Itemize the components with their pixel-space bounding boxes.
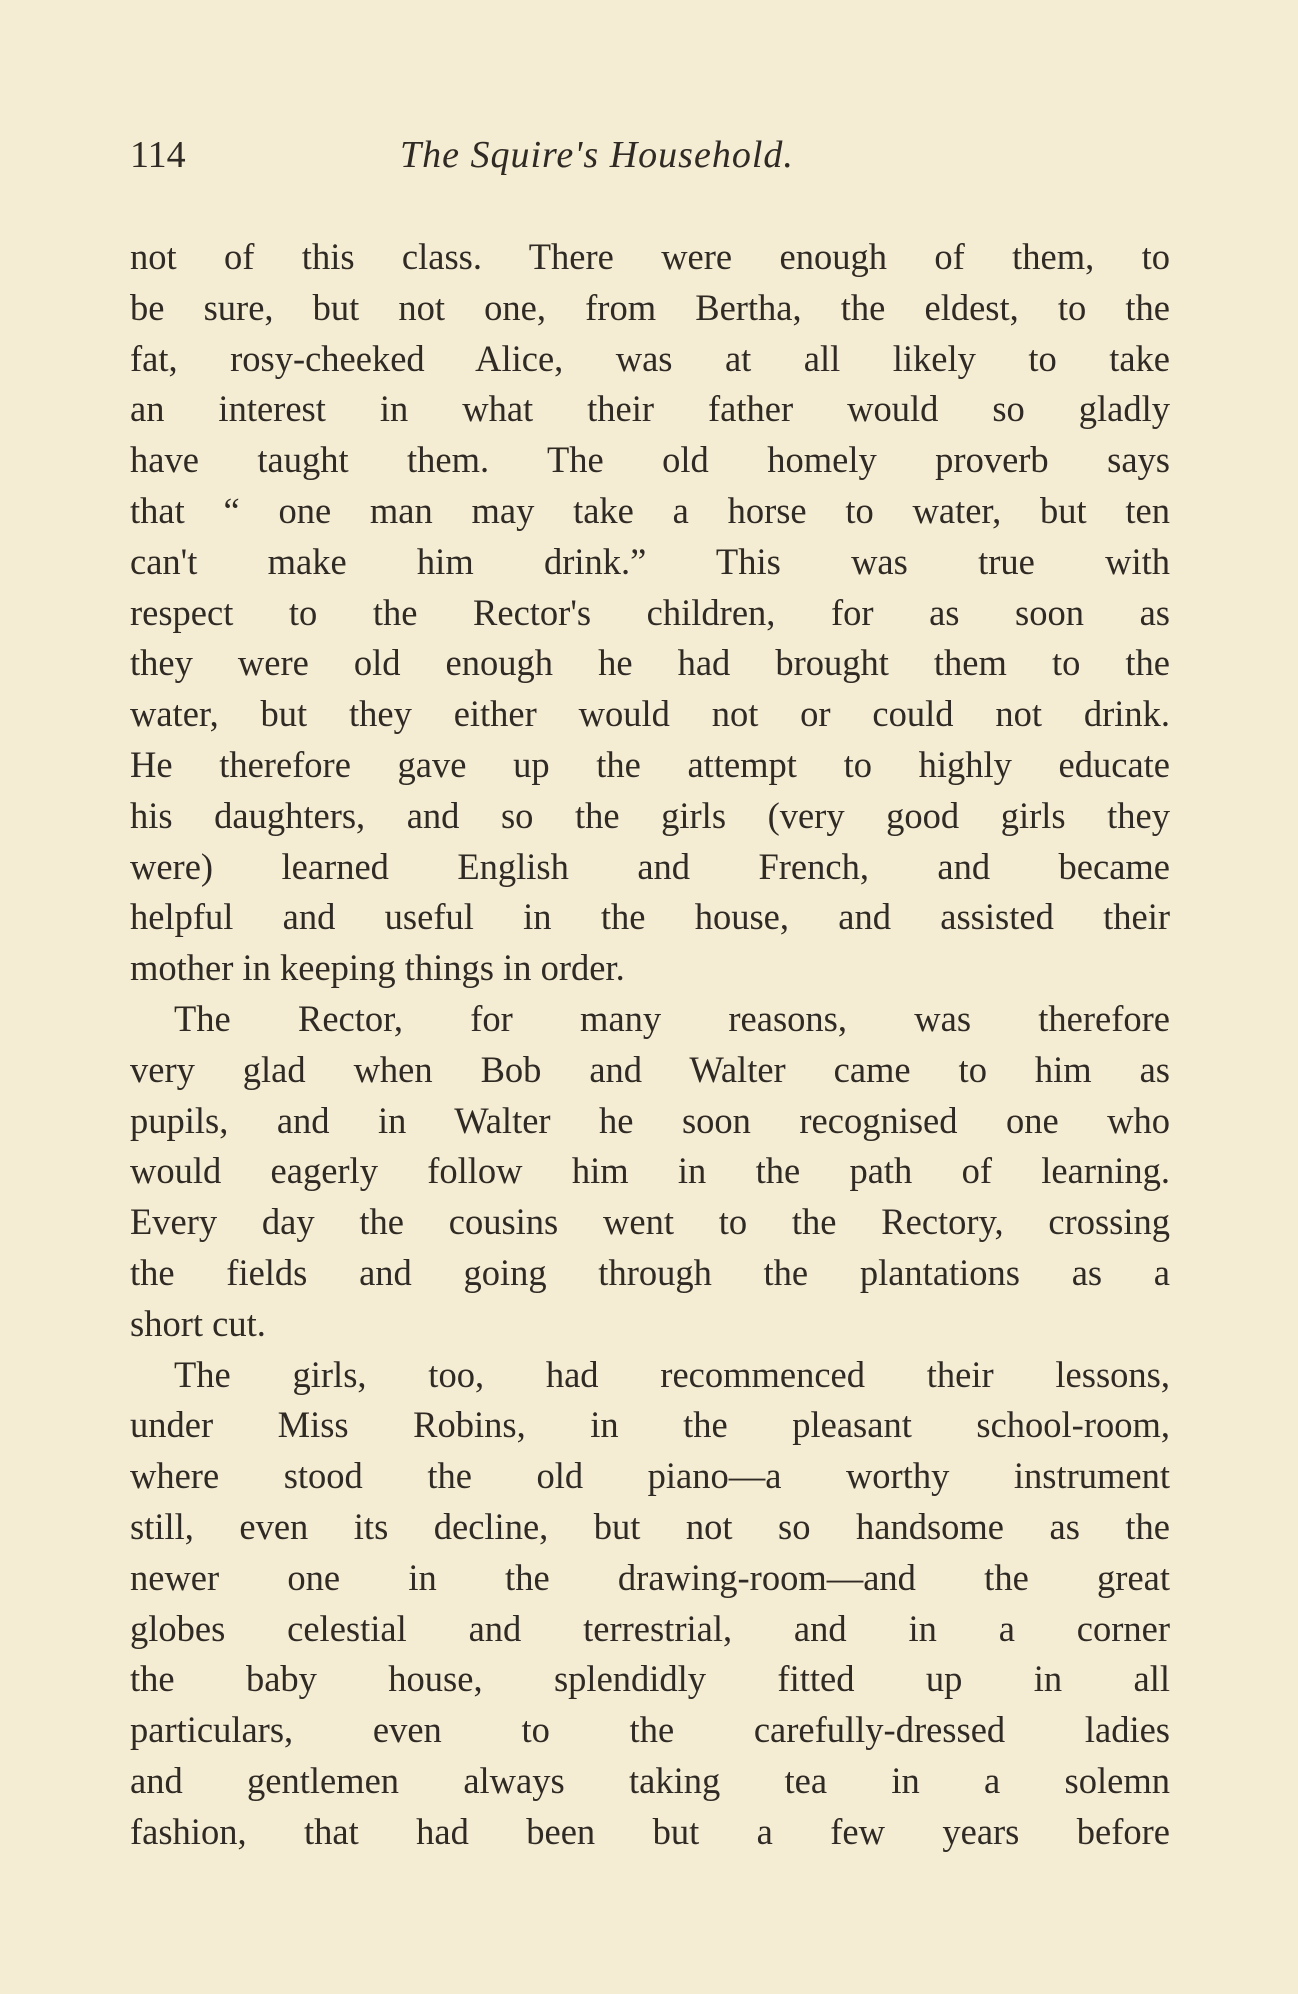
text-line: not of this class. There were enough of them, to <box>130 236 1170 277</box>
text-line: globes celestial and terrestrial, and in a corner <box>130 1607 1170 1649</box>
text-line: very glad when Bob and Walter came to him as <box>130 1048 1170 1090</box>
text-line: were) learned English and French, and became <box>130 845 1170 887</box>
text-line: water, but they either would not or could not drink. <box>130 693 1170 735</box>
text-line: newer one in the drawing-room—and the great <box>130 1556 1170 1598</box>
text-line: He therefore gave up the attempt to highly educate <box>130 743 1170 785</box>
text-line: still, even its decline, but not so handsome as the <box>130 1505 1170 1547</box>
text-line: fat, rosy-cheeked Alice, was at all likely to take <box>130 337 1170 379</box>
running-head <box>130 130 1170 180</box>
text-line: fashion, that had been but a few years before <box>130 1810 1170 1852</box>
text-line: have taught them. The old homely proverb says <box>130 439 1170 481</box>
text-line: would eagerly follow him in the path of learning. <box>130 1150 1170 1192</box>
page-number: 114 <box>130 134 186 176</box>
text-line: short cut. <box>130 1302 266 1344</box>
body-text <box>130 232 1170 1858</box>
text-line: be sure, but not one, from Bertha, the eldest, to the <box>130 286 1170 328</box>
paragraph-first-line: The girls, too, had recommenced their lessons, <box>174 1353 1170 1395</box>
text-line: that “ one man may take a horse to water, but ten <box>130 489 1170 531</box>
running-title: The Squire's Household. <box>400 134 794 176</box>
text-line: the baby house, splendidly fitted up in all <box>130 1658 1170 1700</box>
text-line: helpful and useful in the house, and assisted their <box>130 896 1170 938</box>
text-line: his daughters, and so the girls (very good girls they <box>130 794 1170 836</box>
text-line: respect to the Rector's children, for as soon as <box>130 591 1170 633</box>
text-line: an interest in what their father would so gladly <box>130 388 1170 430</box>
text-line: particulars, even to the carefully-dressed ladies <box>130 1709 1170 1751</box>
paragraph-first-line: The Rector, for many reasons, was therefore <box>174 997 1170 1039</box>
text-line: mother in keeping things in order. <box>130 947 625 989</box>
text-line: Every day the cousins went to the Rectory, crossing <box>130 1201 1170 1243</box>
text-line: can't make him drink.” This was true with <box>130 540 1170 582</box>
text-line: the fields and going through the plantations as a <box>130 1251 1170 1293</box>
text-line: pupils, and in Walter he soon recognised one who <box>130 1099 1170 1141</box>
text-line: and gentlemen always taking tea in a solemn <box>130 1759 1170 1801</box>
text-line: under Miss Robins, in the pleasant school-room, <box>130 1404 1170 1446</box>
text-line: where stood the old piano—a worthy instrument <box>130 1455 1170 1497</box>
text-line: they were old enough he had brought them to the <box>130 642 1170 684</box>
